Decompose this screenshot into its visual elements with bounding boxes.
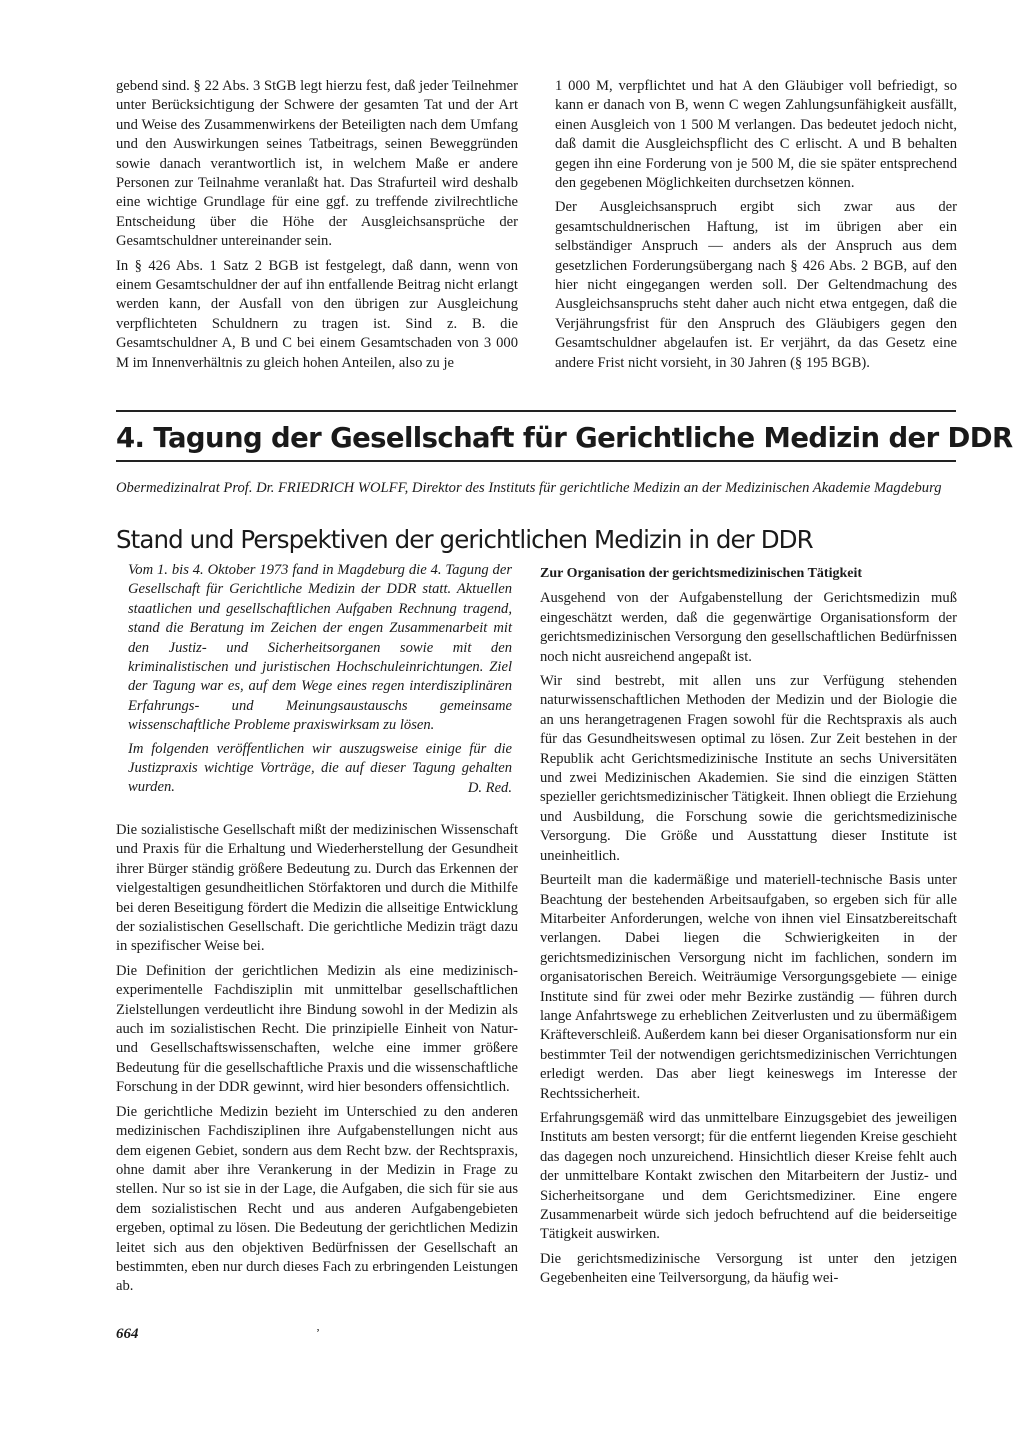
paragraph: In § 426 Abs. 1 Satz 2 BGB ist festgelegt, daß dann, wenn von einem Gesamtschuldner der auf ihn entfallende Beitrag nicht erlangt werden kann, der Ausfall von den übrigen zur Ausgleichung verpflichteten Schuldnern zu tragen ist. Sind z. B. die Gesamtschuldner A, B und C bei einem Gesamtschaden von 3 000 M im Innenverhältnis zu gleich hohen Anteilen, also zu je	[116, 257, 518, 371]
section-rule-top	[116, 410, 956, 412]
paragraph: Der Ausgleichsanspruch ergibt sich zwar aus der gesamtschuldnerischen Haftung, ist im übrigen aber ein selbständiger Anspruch — anders als der Anspruch aus dem gesetzlichen Forderungsübergang nach § 426 Abs. 2 BGB, auf den hier nicht eingegangen werden soll. Der Geltendmachung des Ausgleichsanspruchs steht daher auch nicht etwa entgegen, daß die Verjährungsfrist für den Anspruch des Gläubigers gegen den Gesamtschuldner abgelaufen ist. Er verjährt, da das Gesetz eine andere Frist nicht vorsieht, in 30 Jahren (§ 195 BGB).	[555, 199, 957, 371]
paragraph: Wir sind bestrebt, mit allen uns zur Verfügung stehenden naturwissenschaftlichen Methoden der Medizin und der Biologie die an uns herangetragenen Fragen sowohl für die Rechtspraxis als auch für das Gesundheitswesen optimal zu lösen. Zur Zeit bestehen in der Republik acht Gerichtsmedizinische Institute an sechs Universitäten und zwei Medizinischen Akademien. Sie sind die einzigen Stätten spezieller gerichtsmedizinischer Tätigkeit. Ihnen obliegt die Erziehung und Ausbildung, die Forschung sowie die gerichtsmedizinische Versorgung. Die Größe und Ausstattung dieser Institute ist uneinheitlich.	[540, 673, 957, 864]
bottom-right-column	[540, 564, 957, 1293]
intro-text: Im folgenden veröffentlichen wir auszugsweise einige für die Justizpraxis wichtige Vorträge, die auf dieser Tagung gehalten wurden.	[128, 740, 512, 796]
bottom-left-column	[116, 821, 518, 1301]
paragraph: gebend sind. § 22 Abs. 3 StGB legt hierzu fest, daß jeder Teilnehmer unter Berücksichtigung der Schwere der gesamten Tat und der Art und Weise des Zusammenwirkens der Beteiligten nach dem Umfang und den Auswirkungen seines Tatbeitrags, seinen Beweggründen sowie danach verantwortlich ist, in welchem Maße er andere Personen zur Teilnahme veranlaßt hat. Das Strafurteil wird deshalb eine wichtige Grundlage für eine ggf. zu treffende zivilrechtliche Entscheidung über die Höhe der Ausgleichsansprüche der Gesamtschuldner untereinander sein.	[116, 78, 518, 250]
paragraph: Die sozialistische Gesellschaft mißt der medizinischen Wissenschaft und Praxis für die Erhaltung und Wiederherstellung der Gesundheit ihrer Bürger ständig größere Bedeutung zu. Durch das Erkennen der vielgestaltigen gesundheitlichen Störfaktoren und durch die Mithilfe bei deren Beseitigung fördert die Medizin die allseitige Entwicklung der sozialistischen Gesellschaft. Die gerichtliche Medizin trägt dazu in spezifischer Weise bei.	[116, 822, 518, 955]
author-line: Obermedizinalrat Prof. Dr. FRIEDRICH WOLFF, Direktor des Instituts für gerichtliche Medizin an der Medizinischen Akademie Magdeburg	[116, 480, 942, 496]
editor-signature: D. Red.	[467, 779, 512, 796]
paragraph: Die Definition der gerichtlichen Medizin als eine medizinisch-experimentelle Fachdisziplin mit unmittelbar gesellschaftlichen Zielstellungen verdeutlicht ihre Bindung sowohl in der Medizin als auch im sozialistischen Recht. Die prinzipielle Einheit von Natur- und Gesellschaftswissenschaften, welche eine immer größere Bedeutung für die gesellschaftliche Praxis und die wissenschaftliche Forschung in der DDR gewinnt, wird hier besonders offensichtlich.	[116, 962, 518, 1096]
section-rule-bottom	[116, 460, 956, 462]
paragraph: Die gerichtsmedizinische Versorgung ist unter den jetzigen Gegebenheiten eine Teilversorgung, da häufig wei-	[540, 1250, 957, 1287]
article-title: Stand und Perspektiven der gerichtlichen Medizin in der DDR	[116, 525, 813, 554]
editorial-intro	[128, 561, 512, 802]
section-heading: 4. Tagung der Gesellschaft für Gerichtliche Medizin der DDR	[116, 422, 1013, 454]
page-number: 664	[116, 1326, 139, 1342]
top-left-column	[116, 77, 518, 377]
top-right-column	[555, 77, 957, 377]
print-mark: ʼ	[316, 1326, 320, 1340]
paragraph: Beurteilt man die kadermäßige und materiell-technische Basis unter Beachtung der bestehenden Arbeitsaufgaben, so ergeben sich für alle Mitarbeiter Anforderungen, welche von ihnen viel Einsatzbereitschaft verlangen. Dabei liegen die Schwierigkeiten in der gerichtsmedizinischen Versorgung nicht im fachlichen, sondern im organisatorischen Bereich. Weiträumige Versorgungsgebiete — einige Institute sind für zwei oder mehr Bezirke zuständig — führen durch lange Anfahrtswege zu erheblichen Zeitverlusten und zu übermäßigem Kräfteverschleiß. Außerdem kann bei dieser Organisationsform nur ein bestimmter Teil der notwendigen gerichtsmedizinischen Verrichtungen erledigt werden. Das aber liegt keineswegs im Interesse der Rechtssicherheit.	[540, 872, 957, 1102]
intro-paragraph-signed	[128, 740, 512, 798]
paragraph: Die gerichtliche Medizin bezieht im Unterschied zu den anderen medizinischen Fachdisziplinen ihre Aufgabenstellungen nicht aus dem eigenen Gebiet, sondern aus dem Recht bzw. der Rechtspraxis, ohne damit aber ihre Verankerung in der Medizin in Frage zu stellen. Nur so ist sie in der Lage, die Aufgaben, die sich für sie aus dem sozialistischen Recht und aus anderen Aufgabengebieten ergeben, optimal zu lösen. Die Bedeutung der gerichtlichen Medizin leitet sich aus den objektiven Bedürfnissen der Gesellschaft an bestimmten, eben nur durch dieses Fach zu erbringenden Leistungen ab.	[116, 1103, 518, 1295]
paragraph: 1 000 M, verpflichtet und hat A den Gläubiger voll befriedigt, so kann er danach von B, wenn C wegen Zahlungsunfähigkeit ausfällt, einen Ausgleich von 1 500 M verlangen. Das bedeutet jedoch nicht, daß damit die Ausgleichspflicht des C erlischt. A und B behalten gegen ihn eine Forderung von je 500 M, die sie später entsprechend den gegebenen Möglichkeiten durchsetzen können.	[555, 78, 957, 192]
subsection-heading: Zur Organisation der gerichtsmedizinischen Tätigkeit	[540, 566, 863, 581]
paragraph: Erfahrungsgemäß wird das unmittelbare Einzugsgebiet des jeweiligen Instituts am besten versorgt; für die entfernt liegenden Kreise geschieht das dagegen noch unzureichend. Hinsichtlich dieser Kreise fehlt auch der unmittelbare Kontakt zwischen den Mitarbeitern der Justiz- und Sicherheitsorgane und dem Gerichtsmediziner. Eine engere Zusammenarbeit würde sich jedoch befruchtend auf die beiderseitige Tätigkeit auswirken.	[540, 1109, 957, 1243]
intro-paragraph: Vom 1. bis 4. Oktober 1973 fand in Magdeburg die 4. Tagung der Gesellschaft für Gerichtliche Medizin der DDR statt. Aktuellen staatlichen und gesellschaftlichen Aufgaben Rechnung tragend, stand die Beratung im Zeichen der engen Zusammenarbeit mit den Justiz- und Sicherheitsorganen sowie mit den kriminalistischen und juristischen Hochschuleinrichtungen. Ziel der Tagung war es, auf dem Wege eines regen interdisziplinären Erfahrungs- und Meinungsaustauschs gemeinsame wissenschaftliche Probleme praxiswirksam zu lösen.	[128, 562, 512, 734]
paragraph: Ausgehend von der Aufgabenstellung der Gerichtsmedizin muß eingeschätzt werden, daß die gegenwärtige Organisationsform der gerichtsmedizinischen Versorgung den gesellschaftlichen Bedürfnissen noch nicht ausreichend angepaßt ist.	[540, 590, 957, 665]
